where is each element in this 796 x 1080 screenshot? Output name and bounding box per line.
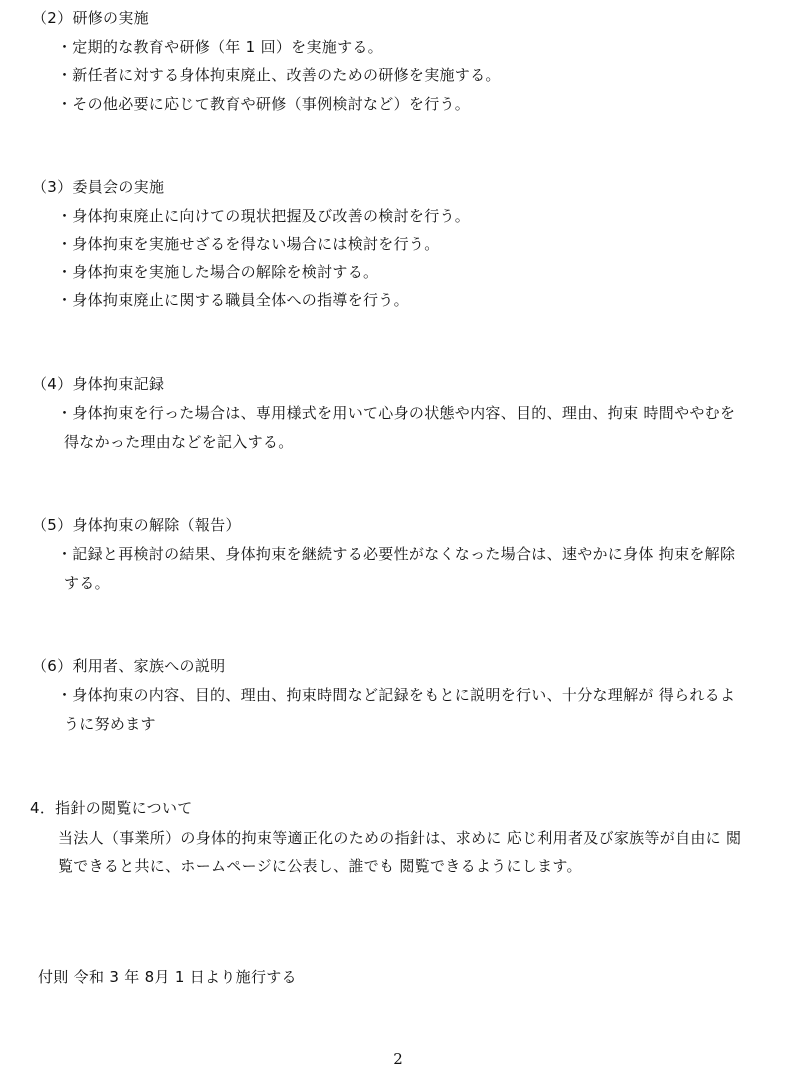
section-6-item-1: ・身体拘束の内容、目的、理由、拘束時間など記録をもとに説明を行い、十分な理解が 得られるよ: [57, 686, 736, 704]
guideline-viewing-text-line-2: 覧できると共に、ホームページに公表し、誰でも 閲覧できるようにします。: [58, 857, 582, 875]
section-4-item-1-cont: 得なかった理由などを記入する。: [64, 433, 294, 451]
section-4-heading: （4）身体拘束記録: [32, 375, 165, 393]
section-3-item-4: ・身体拘束廃止に関する職員全体への指導を行う。: [57, 291, 409, 309]
section-5-item-1: ・記録と再検討の結果、身体拘束を継続する必要性がなくなった場合は、速やかに身体 拘束を解除: [57, 545, 736, 563]
section-6-heading: （6）利用者、家族への説明: [32, 657, 226, 675]
page-number: 2: [393, 1050, 403, 1068]
section-3-item-3: ・身体拘束を実施した場合の解除を検討する。: [57, 263, 379, 281]
guideline-viewing-text-line-1: 当法人（事業所）の身体的拘束等適正化のための指針は、求めに 応じ利用者及び家族等が自由に 閲: [58, 829, 742, 847]
section-6-item-1-cont: うに努めます: [64, 715, 156, 733]
guideline-viewing-heading: 4．指針の閲覧について: [30, 799, 193, 817]
section-2-item-1: ・定期的な教育や研修（年 1 回）を実施する。: [57, 38, 383, 56]
section-4-item-1: ・身体拘束を行った場合は、専用様式を用いて心身の状態や内容、目的、理由、拘束 時間ややむを: [57, 404, 736, 422]
supplementary-provision: 付則 令和 3 年 8月 1 日より施行する: [38, 968, 297, 986]
section-5-item-1-cont: する。: [64, 574, 110, 592]
section-2-item-3: ・その他必要に応じて教育や研修（事例検討など）を行う。: [57, 95, 471, 113]
section-5-heading: （5）身体拘束の解除（報告）: [32, 516, 241, 534]
section-3-heading: （3）委員会の実施: [32, 178, 165, 196]
section-2-item-2: ・新任者に対する身体拘束廃止、改善のための研修を実施する。: [57, 66, 501, 84]
section-3-item-1: ・身体拘束廃止に向けての現状把握及び改善の検討を行う。: [57, 207, 471, 225]
section-2-heading: （2）研修の実施: [32, 9, 149, 27]
section-3-item-2: ・身体拘束を実施せざるを得ない場合には検討を行う。: [57, 235, 440, 253]
